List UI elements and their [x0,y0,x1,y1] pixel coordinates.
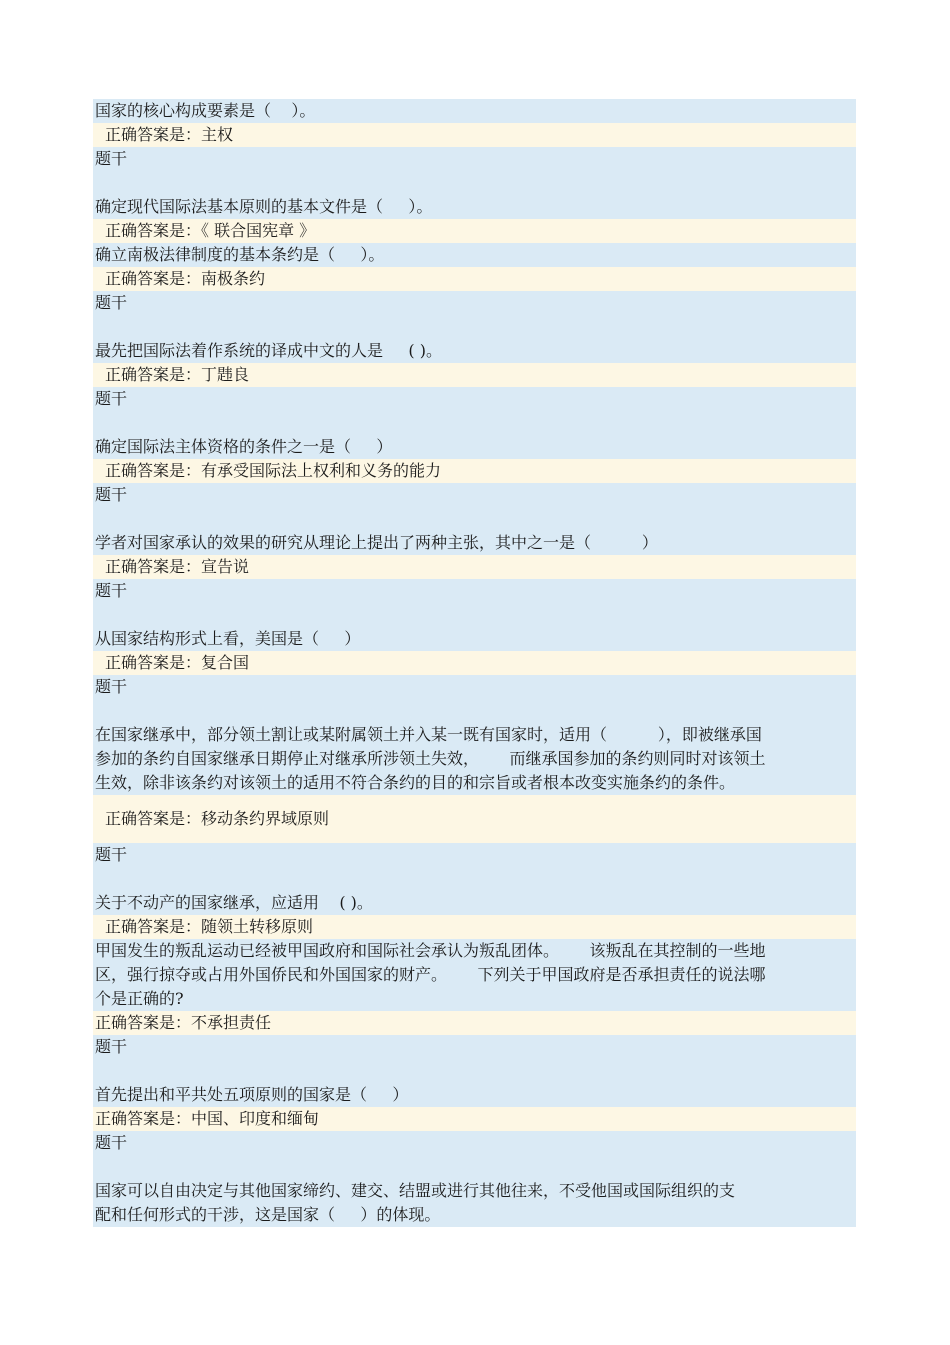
question-text: 国家的核心构成要素是（ ）。 [95,101,316,120]
stem-label: 题干 [95,149,128,168]
question-text: 从国家结构形式上看，美国是（ ） [95,629,361,648]
question-text [95,171,856,195]
question-text: 在国家继承中，部分领土割让或某附属领土并入某一既有国家时，适用（ ），即被继承国 [95,725,762,744]
question-text: 关于不动产的国家继承，应适用 ( )。 [95,893,373,912]
correct-answer-text: 正确答案是：丁韪良 [105,365,250,384]
question-text [95,603,856,627]
question-text: 区，强行掠夺或占用外国侨民和外国国家的财产。 下列关于甲国政府是否承担责任的说法哪 [95,965,766,984]
question-text: 国家可以自由决定与其他国家缔约、建交、结盟或进行其他往来，不受他国或国际组织的支 [95,1181,736,1200]
question-text: 确定国际法主体资格的条件之一是（ ） [95,437,393,456]
question-text: 确定现代国际法基本原则的基本文件是（ ）。 [95,197,433,216]
question-text: 生效，除非该条约对该领土的适用不符合条约的目的和宗旨或者根本改变实施条约的条件。 [95,773,736,792]
question-text: 配和任何形式的干涉，这是国家（ ）的体现。 [95,1205,441,1224]
stem-label: 题干 [95,485,128,504]
correct-answer-text: 正确答案是：有承受国际法上权利和义务的能力 [105,461,442,480]
correct-answer-text: 正确答案是：随领土转移原则 [105,917,314,936]
question-block [93,843,856,915]
question-block [93,675,856,795]
question-text [95,411,856,435]
answer-block [93,651,856,675]
question-text: 个是正确的? [95,989,184,1008]
answer-block [93,555,856,579]
question-block [93,579,856,651]
document-body [93,99,856,1227]
correct-answer-text: 正确答案是：南极条约 [105,269,266,288]
answer-block [93,1011,856,1035]
correct-answer-text: 正确答案是：宣告说 [105,557,250,576]
question-text [95,315,856,339]
question-block [93,939,856,1011]
stem-label: 题干 [95,581,128,600]
stem-label: 题干 [95,293,128,312]
question-block [93,291,856,363]
question-text [95,507,856,531]
question-block [93,243,856,267]
answer-block [93,363,856,387]
question-text: 首先提出和平共处五项原则的国家是（ ） [95,1085,409,1104]
stem-label: 题干 [95,1133,128,1152]
correct-answer-text: 正确答案是：《 联合国宪章 》 [105,221,316,240]
correct-answer-text: 正确答案是：复合国 [105,653,250,672]
answer-block [93,123,856,147]
question-text [95,1059,856,1083]
answer-block [93,1107,856,1131]
answer-block [93,219,856,243]
stem-label: 题干 [95,845,128,864]
question-block [93,387,856,459]
answer-block [93,915,856,939]
answer-block [93,459,856,483]
question-text: 参加的条约自国家继承日期停止对继承所涉领土失效， 而继承国参加的条约则同时对该领土 [95,749,766,768]
question-text: 甲国发生的叛乱运动已经被甲国政府和国际社会承认为叛乱团体。 该叛乱在其控制的一些地 [95,941,766,960]
correct-answer-text: 正确答案是：移动条约界域原则 [105,809,330,828]
stem-label: 题干 [95,389,128,408]
question-text: 确立南极法律制度的基本条约是（ ）。 [95,245,385,264]
question-text [95,699,856,723]
question-block [93,1131,856,1227]
question-text [95,867,856,891]
answer-block [93,795,856,843]
stem-label: 题干 [95,1037,128,1056]
question-block [93,483,856,555]
correct-answer-text: 正确答案是：中国、印度和缅甸 [95,1109,320,1128]
question-text: 学者对国家承认的效果的研究从理论上提出了两种主张，其中之一是（ ） [95,533,658,552]
correct-answer-text: 正确答案是：主权 [105,125,234,144]
correct-answer-text: 正确答案是：不承担责任 [95,1013,272,1032]
stem-label: 题干 [95,677,128,696]
question-text [95,1155,856,1179]
question-block [93,1035,856,1107]
question-block [93,99,856,123]
question-block [93,147,856,219]
question-text: 最先把国际法着作系统的译成中文的人是 ( )。 [95,341,443,360]
answer-block [93,267,856,291]
